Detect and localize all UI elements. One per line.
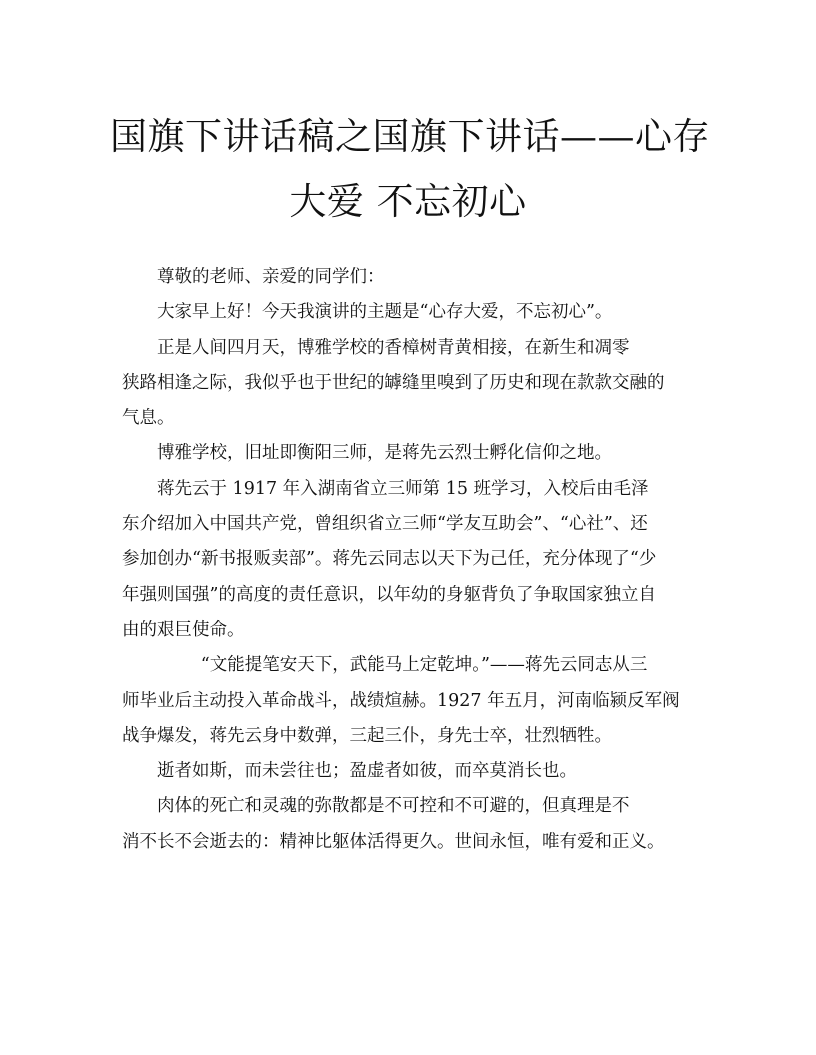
paragraph-line: 博雅学校，旧址即衡阳三师，是蒋先云烈士孵化信仰之地。 bbox=[157, 443, 612, 464]
paragraph-april bbox=[122, 331, 696, 437]
paragraph-line: 尊敬的老师、亲爱的同学们： bbox=[157, 267, 385, 287]
paragraph-line: 狭路相逢之际，我似乎也于世纪的罅缝里嗅到了历史和现在款款交融的 bbox=[122, 372, 665, 393]
document-body bbox=[122, 260, 696, 860]
paragraph-classical-quote bbox=[122, 754, 696, 789]
paragraph-line: 气息。 bbox=[122, 408, 175, 429]
paragraph-line: 年强则国强”的高度的责任意识，以年幼的身躯背负了争取国家独立自 bbox=[122, 584, 656, 605]
paragraph-line: 由的艰巨使命。 bbox=[122, 619, 245, 640]
paragraph-line: 消不长不会逝去的：精神比躯体活得更久。世间永恒，唯有爱和正义。 bbox=[122, 831, 665, 852]
paragraph-topic bbox=[122, 295, 696, 330]
paragraph-line: 战争爆发，蒋先云身中数弹，三起三仆，身先士卒，壮烈牺牲。 bbox=[122, 725, 612, 746]
paragraph-quote bbox=[122, 648, 696, 754]
paragraph-line: 蒋先云于 1917 年入湖南省立三师第 15 班学习，入校后由毛泽 bbox=[157, 478, 649, 499]
document-title bbox=[110, 104, 710, 234]
paragraph-line: 逝者如斯，而未尝往也；盈虚者如彼，而卒莫消长也。 bbox=[157, 761, 577, 782]
paragraph-line: 肉体的死亡和灵魂的弥散都是不可控和不可避的，但真理是不 bbox=[157, 796, 630, 817]
paragraph-line: 大家早上好！今天我演讲的主题是“心存大爱，不忘初心”。 bbox=[157, 302, 613, 323]
paragraph-line: 正是人间四月天，博雅学校的香樟树青黄相接，在新生和凋零 bbox=[157, 337, 630, 358]
title-line-1: 国旗下讲话稿之国旗下讲话——心存 bbox=[110, 115, 710, 158]
paragraph-line: 师毕业后主动投入革命战斗，战绩煊赫。1927 年五月，河南临颍反军阀 bbox=[122, 690, 680, 711]
paragraph-line: “文能提笔安天下，武能马上定乾坤。”——蒋先云同志从三 bbox=[200, 655, 648, 676]
paragraph-truth bbox=[122, 789, 696, 860]
paragraph-school bbox=[122, 436, 696, 471]
title-line-2: 大爱 不忘初心 bbox=[289, 180, 527, 223]
paragraph-line: 东介绍加入中国共产党，曾组织省立三师“学友互助会”、“心社”、还 bbox=[122, 514, 648, 535]
paragraph-greeting bbox=[122, 260, 696, 295]
paragraph-line: 参加创办“新书报贩卖部”。蒋先云同志以天下为己任，充分体现了“少 bbox=[122, 549, 657, 570]
paragraph-jiang-history bbox=[122, 472, 696, 648]
